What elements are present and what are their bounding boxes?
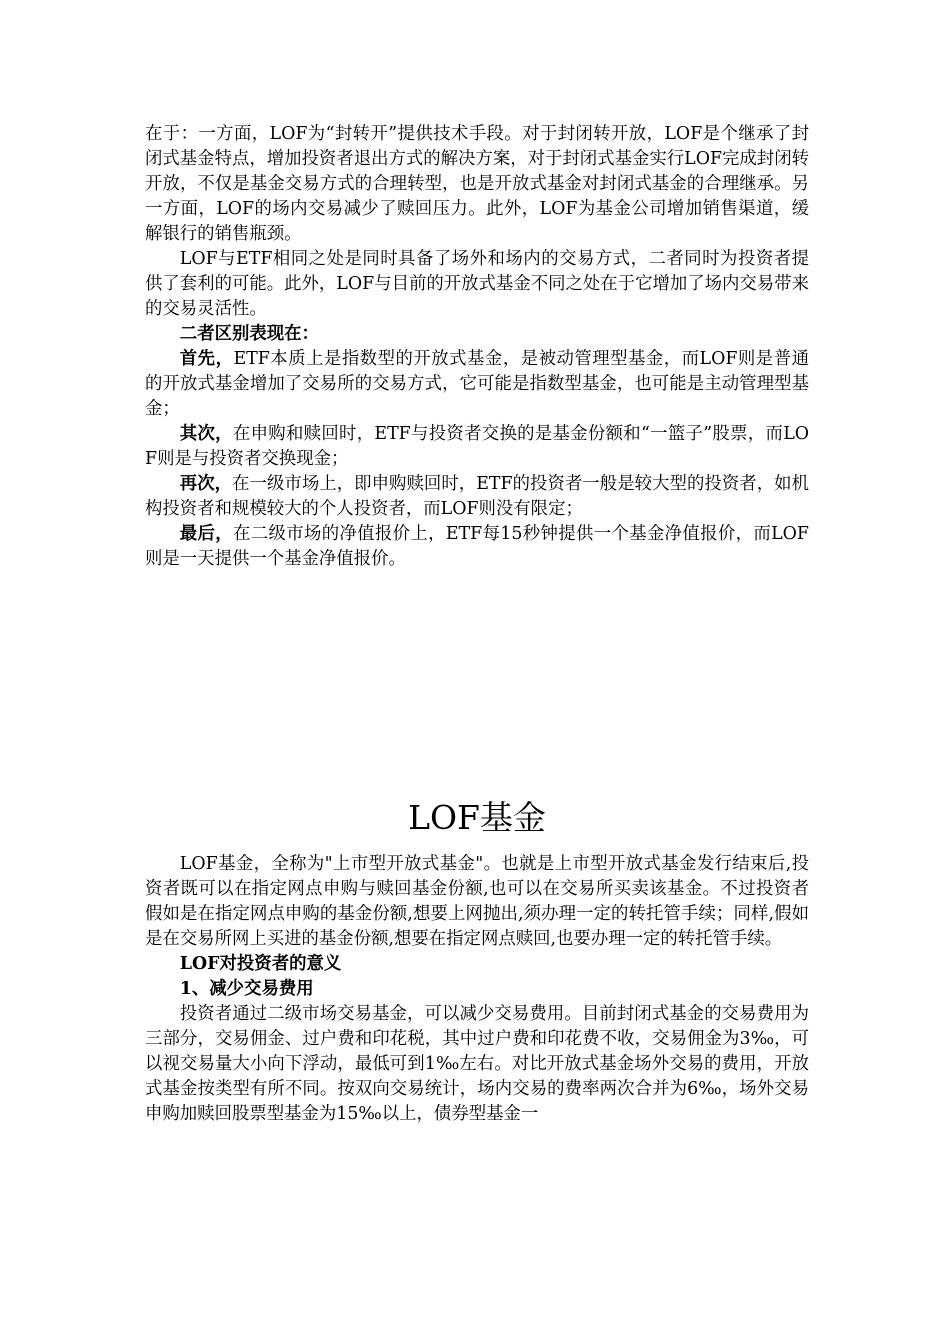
paragraph-transaction-costs: 投资者通过二级市场交易基金，可以减少交易费用。目前封闭式基金的交易费用为三部分，交易佣金、过户费和印花税，其中过户费和印花费不收，交易佣金为3‰，可以视交易量大小向下浮动，最低可到1‰左右。对比开放式基金场外交易的费用，开放式基金按类型有所不同。按双向交易统计，场内交易的费率两次合并为6‰，场外交易申购加赎回股票型基金为15‰以上，债券型基金一 xyxy=(145,1004,809,1124)
difference-3-text: 在一级市场上，即申购赎回时，ETF的投资者一般是较大型的投资者，如机构投资者和规模较大的个人投资者，而LOF则没有限定； xyxy=(145,474,809,519)
paragraph-difference-4 xyxy=(145,522,809,572)
paragraph-lof-definition: LOF基金，全称为"上市型开放式基金"。也就是上市型开放式基金发行结束后,投资者既可以在指定网点申购与赎回基金份额,也可以在交易所买卖该基金。不过投资者假如是在指定网点申购的基金份额,想要上网抛出,须办理一定的转托管手续；同样,假如是在交易所网上买进的基金份额,想要在指定网点赎回,也要办理一定的转托管手续。 xyxy=(145,854,809,949)
paragraph-difference-1 xyxy=(145,347,809,422)
heading-investor-significance: LOF对投资者的意义 xyxy=(179,954,342,974)
section-title: LOF基金 xyxy=(408,798,546,837)
difference-2-text: 在申购和赎回时，ETF与投资者交换的是基金份额和“一篮子”股票，而LOF则是与投资者交换现金； xyxy=(145,424,809,469)
difference-1-text: ETF本质上是指数型的开放式基金，是被动管理型基金，而LOF则是普通的开放式基金增加了交易所的交易方式，它可能是指数型基金，也可能是主动管理型基金； xyxy=(145,349,809,419)
paragraph-lof-advantages: 在于：一方面，LOF为“封转开”提供技术手段。对于封闭转开放，LOF是个继承了封闭式基金特点，增加投资者退出方式的解决方案，对于封闭式基金实行LOF完成封闭转开放，不仅是基金交易方式的合理转型，也是开放式基金对封闭式基金的合理继承。另一方面，LOF的场内交易减少了赎回压力。此外，LOF为基金公司增加销售渠道，缓解银行的销售瓶颈。 xyxy=(145,124,809,244)
paragraph-difference-3 xyxy=(145,472,809,522)
heading-reduce-costs: 1、减少交易费用 xyxy=(179,979,314,999)
lof-fund-section xyxy=(145,790,809,1127)
difference-2-label: 其次， xyxy=(179,424,233,444)
paragraph-difference-2 xyxy=(145,422,809,472)
document-page xyxy=(145,122,809,572)
paragraph-lof-etf-similarity: LOF与ETF相同之处是同时具备了场外和场内的交易方式，二者同时为投资者提供了套利的可能。此外，LOF与目前的开放式基金不同之处在于它增加了场内交易带来的交易灵活性。 xyxy=(145,249,809,319)
difference-1-label: 首先， xyxy=(179,349,234,369)
heading-differences: 二者区别表现在： xyxy=(179,324,319,344)
difference-3-label: 再次， xyxy=(179,474,233,494)
difference-4-text: 在二级市场的净值报价上，ETF每15秒钟提供一个基金净值报价，而LOF则是一天提供一个基金净值报价。 xyxy=(145,524,809,569)
difference-4-label: 最后， xyxy=(179,524,234,544)
